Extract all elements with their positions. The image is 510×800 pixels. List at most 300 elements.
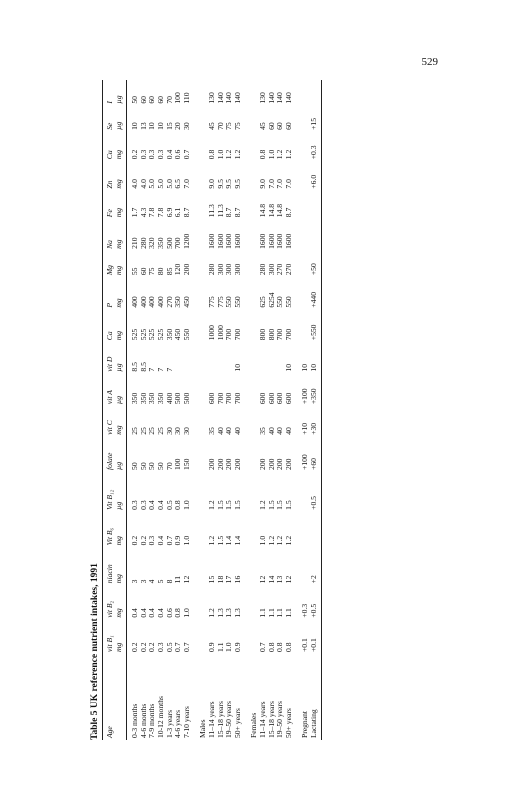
table-cell: +50 (310, 251, 322, 277)
table-cell: 1.5 (283, 500, 293, 510)
column-unit: mg (113, 608, 123, 618)
table-body (127, 80, 322, 740)
column-unit: µg (113, 95, 123, 104)
table-cell: 100 (173, 92, 183, 104)
table-cell: 1.0 (181, 608, 191, 618)
row-label: 11–14 years (206, 701, 216, 738)
column-header (103, 472, 127, 512)
table-row (310, 80, 322, 740)
table-cell: 7 (147, 367, 157, 372)
table-cell: 1.5 (215, 500, 225, 510)
table-cell: 550 (224, 296, 234, 308)
column-name: Zn (105, 180, 114, 189)
table-cell: 7.8 (147, 207, 157, 218)
table-cell: 100 (173, 458, 183, 470)
table-cell: +440 (310, 277, 322, 310)
table-cell: 0.2 (147, 642, 157, 652)
row-label: Pregnant (300, 711, 310, 738)
table-cell (183, 342, 192, 373)
column-header (103, 310, 127, 343)
table-cell: 500 (164, 237, 174, 249)
table-cell: 550 (181, 328, 191, 341)
table-cell: 1.2 (266, 535, 276, 546)
table-cell: 8.7 (232, 207, 242, 218)
column-unit: mg (113, 536, 123, 546)
table-row (285, 80, 294, 740)
table-cell: 625 (257, 296, 267, 308)
table-cell: +0.5 (310, 585, 322, 619)
column-header (103, 512, 127, 548)
table-cell: 0.8 (257, 149, 267, 160)
table-cell: 1.0 (224, 642, 234, 652)
table-cell (259, 342, 268, 373)
table-cell: 0.4 (147, 608, 157, 618)
table-cell: 700 (224, 392, 234, 405)
column-unit: mg (113, 425, 123, 435)
table-cell: +350 (310, 374, 322, 407)
table-cell: 1600 (257, 233, 267, 249)
column-header (103, 547, 127, 585)
table-cell: 14.8 (266, 203, 276, 218)
table-cell: 5 (155, 579, 165, 584)
table-cell: +15 (310, 106, 322, 132)
table-cell: 200 (215, 458, 225, 470)
table-cell: 1.2 (206, 608, 216, 618)
table-cell: 1.1 (215, 642, 225, 652)
column-unit: µg (113, 121, 123, 130)
table-cell: 5.0 (147, 179, 157, 189)
table-cell: 60 (138, 96, 148, 104)
table-cell: 450 (181, 296, 191, 308)
table-cell (174, 342, 183, 373)
table-cell: 70 (164, 96, 174, 104)
table-cell: 300 (224, 263, 234, 276)
table-cell: 8.7 (283, 207, 293, 218)
table-cell: 700 (275, 328, 285, 341)
row-label: 10-12 months (155, 696, 165, 738)
table-cell: 775 (215, 296, 225, 308)
column-header (103, 374, 127, 407)
table-cell: 350 (138, 392, 148, 405)
column-name: Ca (105, 331, 114, 341)
table-cell: 9.0 (206, 179, 216, 189)
table-cell: 0.3 (138, 149, 148, 160)
table-cell: 60 (138, 267, 148, 276)
table-cell: 130 (257, 92, 267, 104)
table-title: Table 5 UK reference nutrient intakes, 1991 (90, 563, 100, 740)
table-cell: 7 (164, 367, 174, 372)
table-cell: 0.8 (283, 642, 293, 652)
table-cell: 400 (130, 296, 140, 308)
table-cell: 1.5 (215, 535, 225, 546)
table-cell: 280 (257, 263, 267, 276)
table-cell: 500 (173, 392, 183, 405)
table-cell: 9.5 (215, 179, 225, 189)
table-cell: 8.5 (138, 362, 148, 372)
table-cell: 200 (181, 263, 191, 276)
spacer-cell (191, 80, 199, 740)
table-cell: 50 (147, 462, 157, 470)
column-header (103, 106, 127, 132)
table-cell: 35 (206, 427, 216, 435)
row-label: 50+ years (232, 708, 242, 738)
table-cell (217, 342, 226, 373)
table-cell: 120 (173, 263, 183, 276)
table-cell: 1.0 (257, 535, 267, 546)
table-cell: 40 (266, 427, 276, 435)
table-cell: 270 (164, 296, 174, 308)
table-cell: 1.3 (224, 608, 234, 618)
row-label: 7-9 months (147, 703, 157, 738)
table-cell: 25 (147, 427, 157, 435)
table-cell: 0.3 (155, 642, 165, 652)
table-cell: 300 (215, 263, 225, 276)
table-cell: 6.1 (173, 207, 183, 218)
column-unit: µg (113, 461, 123, 470)
table-cell (268, 342, 277, 373)
table-cell: 600 (275, 392, 285, 405)
table-cell: 60 (155, 96, 165, 104)
table-cell: 600 (266, 392, 276, 405)
column-name: vit D (105, 356, 114, 372)
table-cell: 1.2 (206, 535, 216, 546)
table-cell (301, 219, 310, 251)
table-cell: 1.1 (283, 608, 293, 618)
table-cell: 10 (147, 122, 157, 130)
table-cell: 17 (224, 575, 234, 584)
row-label: 19–50 years (224, 701, 234, 738)
table-cell: 3 (138, 579, 148, 584)
column-unit: mg (113, 574, 123, 584)
table-cell: +6.0 (310, 161, 322, 190)
table-cell: 13 (138, 122, 148, 130)
spacer-cell (242, 80, 250, 740)
table-cell: 7.0 (283, 179, 293, 189)
group-label: Males (198, 719, 208, 738)
table-row (234, 80, 243, 740)
column-unit: mg (113, 265, 123, 276)
table-cell: +100 (300, 388, 310, 405)
column-header (103, 585, 127, 619)
table-cell: 10 (310, 342, 322, 373)
table-cell: 1.2 (224, 149, 234, 160)
table-cell: 0.4 (155, 500, 165, 510)
column-header (103, 654, 127, 740)
table-cell (301, 80, 310, 106)
table-cell: 1.0 (181, 535, 191, 546)
table-cell: 1.0 (215, 149, 225, 160)
table-cell: 7.0 (275, 179, 285, 189)
table-cell: 6.9 (164, 207, 174, 218)
table-cell: 1.2 (275, 535, 285, 546)
table-cell: 70 (215, 122, 225, 130)
table-cell: 40 (232, 427, 242, 435)
table-cell: 1.5 (275, 500, 285, 510)
table-cell: 0.7 (181, 149, 191, 160)
table-cell: 25 (138, 427, 148, 435)
table-cell: 200 (206, 458, 216, 470)
table-cell: 80 (155, 267, 165, 276)
table-cell: 60 (266, 122, 276, 130)
table-cell: 0.4 (164, 149, 174, 160)
table-cell: 7.8 (155, 207, 165, 218)
table-cell: 1200 (181, 233, 191, 249)
table-cell: +30 (310, 406, 322, 437)
table-cell: 40 (275, 427, 285, 435)
table-cell: 0.6 (164, 608, 174, 618)
table-cell (310, 512, 322, 548)
table-cell: +100 (300, 454, 310, 470)
table-cell: 30 (181, 427, 191, 435)
row-label: 0-3 months (130, 703, 140, 738)
table-cell: 525 (130, 328, 140, 341)
table-cell: 0.2 (138, 535, 148, 546)
table-cell: 1600 (215, 233, 225, 249)
table-cell: 130 (206, 92, 216, 104)
table-cell: 550 (275, 296, 285, 308)
column-unit: mg (113, 239, 123, 249)
table-cell: +550 (310, 310, 322, 343)
table-cell: 60 (147, 96, 157, 104)
column-name: Se (105, 122, 114, 130)
table-cell: 300 (266, 263, 276, 276)
table-cell: 200 (232, 458, 242, 470)
table-cell (301, 512, 310, 548)
group-label: Females (249, 712, 259, 738)
table-cell: 1.2 (206, 500, 216, 510)
table-cell: 1.5 (232, 500, 242, 510)
table-cell: 4.0 (138, 179, 148, 189)
table-cell: 14.8 (257, 203, 267, 218)
group-spacer (191, 80, 199, 740)
table-cell: 525 (138, 328, 148, 341)
table-cell: 0.7 (181, 642, 191, 652)
table-cell: 1600 (232, 233, 242, 249)
row-label: 4-6 months (138, 703, 148, 738)
table-cell: 0.8 (206, 149, 216, 160)
column-unit: µg (113, 363, 123, 372)
nutrient-table (102, 80, 322, 740)
table-cell: 350 (130, 392, 140, 405)
table-cell: 200 (257, 458, 267, 470)
table-cell: 4 (147, 579, 157, 584)
row-label: 50+ years (283, 708, 293, 738)
table-cell: 60 (283, 122, 293, 130)
table-cell: 140 (232, 92, 242, 104)
table-cell: 85 (164, 267, 174, 276)
column-unit: µg (113, 501, 123, 510)
column-unit: mg (113, 330, 123, 341)
table-cell: 1600 (283, 233, 293, 249)
table-cell (301, 191, 310, 220)
column-name: Age (105, 726, 114, 738)
column-header (103, 80, 127, 106)
table-cell: 0.7 (173, 642, 183, 652)
table-cell: 6.5 (173, 179, 183, 189)
column-name: P (105, 303, 114, 308)
table-cell: 1.5 (224, 500, 234, 510)
column-unit: µg (113, 395, 123, 405)
table-cell: 0.6 (173, 149, 183, 160)
table-cell: 1.1 (266, 608, 276, 618)
table-cell: 270 (283, 263, 293, 276)
table-cell: 15 (206, 575, 216, 584)
table-cell: 11 (173, 576, 183, 584)
table-cell: 30 (173, 427, 183, 435)
table-cell: +0.3 (300, 603, 310, 618)
rotated-table-container (88, 80, 418, 740)
table-cell: 500 (181, 392, 191, 405)
column-name: folate (105, 452, 114, 470)
table-cell: 0.8 (266, 642, 276, 652)
table-cell: 700 (224, 328, 234, 341)
table-cell: 280 (138, 237, 148, 249)
row-label: 15–18 years (215, 701, 225, 738)
table-cell: 400 (138, 296, 148, 308)
table-cell: 16 (232, 575, 242, 584)
table-cell: 0.8 (275, 642, 285, 652)
table-cell: 11.3 (215, 204, 225, 218)
table-cell: 0.9 (232, 642, 242, 652)
table-cell: 4.0 (130, 179, 140, 189)
table-cell: 140 (275, 92, 285, 104)
table-cell: 0.9 (173, 535, 183, 546)
column-header (103, 342, 127, 373)
table-cell: 550 (283, 296, 293, 308)
column-header (103, 161, 127, 190)
table-cell: 700 (232, 392, 242, 405)
table-cell: 700 (215, 392, 225, 405)
table-cell: 50 (130, 462, 140, 470)
table-cell: 50 (130, 96, 140, 104)
table-cell: 700 (232, 328, 242, 341)
table-cell: 40 (215, 427, 225, 435)
table-cell: 25 (130, 427, 140, 435)
table-cell: 7.0 (181, 179, 191, 189)
table-cell: 12 (257, 575, 267, 584)
row-label: 19–50 years (275, 701, 285, 738)
column-name: vit B₁ (105, 635, 114, 652)
table-cell: 7.0 (266, 179, 276, 189)
table-cell: 140 (283, 92, 293, 104)
column-header (103, 191, 127, 220)
column-header (103, 219, 127, 251)
table-cell: +0.1 (300, 638, 310, 652)
table-cell: 7 (155, 367, 165, 372)
table-cell (310, 191, 322, 220)
table-cell: 11.3 (206, 204, 216, 218)
table-cell: 525 (147, 328, 157, 341)
column-name: Vit B₆ (105, 527, 114, 546)
table-cell: 400 (155, 296, 165, 308)
table-cell: 6254 (266, 292, 276, 308)
column-name: Cu (105, 150, 114, 160)
table-cell: 1.2 (257, 500, 267, 510)
table-cell: 1.0 (266, 149, 276, 160)
table-cell: 200 (275, 458, 285, 470)
table-cell: 0.2 (138, 642, 148, 652)
table-cell: 1.1 (257, 608, 267, 618)
row-label: 4-6 years (173, 709, 183, 738)
table-cell: 1.4 (232, 535, 242, 546)
table-cell (310, 219, 322, 251)
table-cell: 300 (232, 263, 242, 276)
table-cell: 0.2 (130, 149, 140, 160)
column-unit: mg (113, 149, 123, 160)
table-cell: 9.5 (232, 179, 242, 189)
column-name: Vit B₁₂ (105, 489, 114, 510)
column-name: I (105, 101, 114, 104)
table-cell: 700 (283, 328, 293, 341)
table-cell: 0.5 (164, 500, 174, 510)
table-cell: 40 (283, 427, 293, 435)
table-cell: 45 (206, 122, 216, 130)
table-cell: 10 (155, 122, 165, 130)
table-cell: 0.8 (173, 500, 183, 510)
column-header (103, 277, 127, 310)
table-cell: 0.4 (147, 500, 157, 510)
table-cell: 15 (164, 122, 174, 130)
group-spacer (242, 80, 250, 740)
table-cell: 8 (164, 579, 174, 584)
table-cell: 280 (206, 263, 216, 276)
table-cell (310, 80, 322, 106)
table-cell: 5.0 (164, 179, 174, 189)
table-cell: 350 (155, 392, 165, 405)
row-label: 1-3 years (164, 709, 174, 738)
table-cell: 50 (138, 462, 148, 470)
column-name: vit A (105, 390, 114, 405)
table-cell: 75 (147, 267, 157, 276)
table-cell: 0.3 (130, 500, 140, 510)
column-header (103, 437, 127, 472)
table-cell: 4.3 (138, 207, 148, 218)
table-cell: 1.2 (283, 535, 293, 546)
table-cell: 1600 (266, 233, 276, 249)
table-cell: 1.3 (232, 608, 242, 618)
table-cell: 800 (266, 328, 276, 341)
table-cell: 400 (164, 392, 174, 405)
table-cell: +0.3 (310, 132, 322, 161)
table-row (183, 80, 192, 740)
table-cell: 20 (173, 122, 183, 130)
column-name: Na (105, 240, 114, 249)
table-cell: 1.7 (130, 207, 140, 218)
table-cell: 450 (173, 328, 183, 341)
table-cell: 70 (164, 462, 174, 470)
table-cell: 18 (215, 575, 225, 584)
table-cell: 1.4 (224, 535, 234, 546)
table-header-row (103, 80, 127, 740)
table-cell: 10 (283, 363, 293, 372)
column-header (103, 620, 127, 654)
table-cell: 0.3 (147, 535, 157, 546)
table-cell: +60 (310, 437, 322, 472)
column-unit: mg (113, 179, 123, 189)
table-cell: 800 (257, 328, 267, 341)
table-cell: 1600 (275, 233, 285, 249)
table-cell: 140 (224, 92, 234, 104)
table-cell: 1.0 (181, 500, 191, 510)
column-name: niacin (105, 564, 114, 584)
column-unit: mg (113, 642, 123, 652)
table-cell: 10 (300, 363, 310, 372)
table-cell: 10 (232, 363, 242, 372)
table-cell: 700 (173, 237, 183, 249)
table-cell: 0.3 (155, 149, 165, 160)
table-cell: 525 (155, 328, 165, 341)
table-cell: 3 (130, 579, 140, 584)
